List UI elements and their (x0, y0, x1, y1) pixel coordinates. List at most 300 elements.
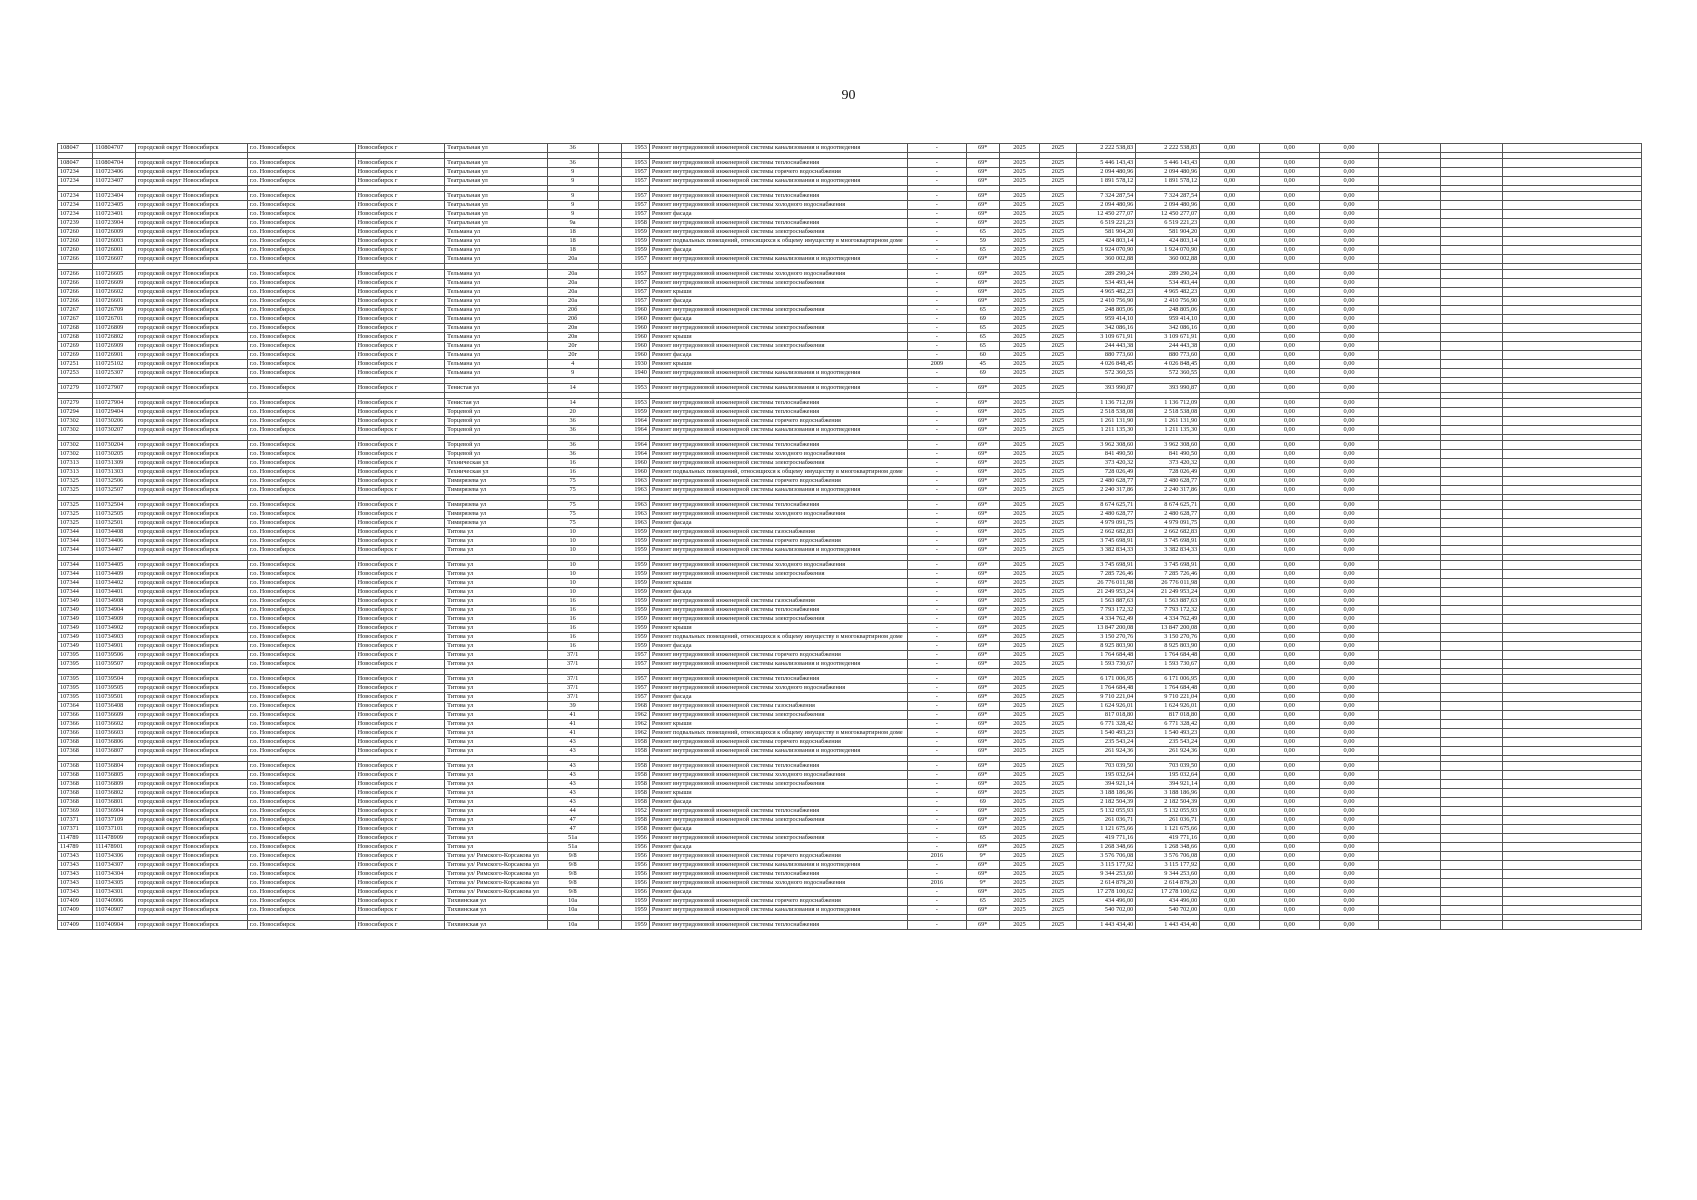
cell-id: 107349 (58, 624, 93, 633)
cell-e2 (1441, 762, 1503, 771)
cell-housing (598, 159, 621, 168)
cell-code: 110732501 (93, 519, 136, 528)
cell-housing (598, 798, 621, 807)
cell-note: - (908, 501, 967, 510)
cell-street: Титова ул (445, 675, 547, 684)
cell-e1 (1379, 297, 1441, 306)
cell-budget: 373 420,32 (1136, 459, 1200, 468)
cell-year_to: 2025 (1040, 144, 1076, 153)
cell-settlement_type: г.о. Новосибирск (247, 897, 355, 906)
cell-note: - (908, 807, 967, 816)
cell-note: - (908, 270, 967, 279)
cell-year: 1963 (622, 519, 650, 528)
cell-area: 69* (966, 399, 999, 408)
cell-total: 2 222 538,83 (1076, 144, 1136, 153)
cell-c3: 0,00 (1319, 228, 1379, 237)
cell-house: 9 (547, 168, 598, 177)
cell-c2: 0,00 (1259, 720, 1319, 729)
cell-c2: 0,00 (1259, 879, 1319, 888)
cell-e3 (1503, 675, 1642, 684)
cell-municipality: городской округ Новосибирск (135, 861, 247, 870)
cell-work: Ремонт фасада (649, 693, 907, 702)
cell-budget: 728 026,49 (1136, 468, 1200, 477)
cell-e1 (1379, 651, 1441, 660)
cell-settlement_type: г.о. Новосибирск (247, 324, 355, 333)
cell-id: 107343 (58, 870, 93, 879)
cell-street: Титова ул (445, 642, 547, 651)
cell-street: Титова ул (445, 546, 547, 555)
cell-budget: 841 490,50 (1136, 450, 1200, 459)
cell-housing (598, 693, 621, 702)
cell-budget: 1 136 712,09 (1136, 399, 1200, 408)
cell-c3: 0,00 (1319, 333, 1379, 342)
cell-e2 (1441, 660, 1503, 669)
cell-municipality: городской округ Новосибирск (135, 144, 247, 153)
cell-house: 16 (547, 468, 598, 477)
cell-id: 107302 (58, 426, 93, 435)
cell-note: - (908, 408, 967, 417)
cell-c2: 0,00 (1259, 159, 1319, 168)
cell-settlement_type: г.о. Новосибирск (247, 570, 355, 579)
cell-c3: 0,00 (1319, 720, 1379, 729)
cell-e3 (1503, 651, 1642, 660)
cell-code: 110739501 (93, 693, 136, 702)
cell-year_from: 2025 (999, 360, 1040, 369)
cell-total: 26 776 011,98 (1076, 579, 1136, 588)
cell-e2 (1441, 738, 1503, 747)
cell-c2: 0,00 (1259, 738, 1319, 747)
cell-code: 110723404 (93, 192, 136, 201)
cell-municipality: городской округ Новосибирск (135, 486, 247, 495)
cell-c2: 0,00 (1259, 306, 1319, 315)
cell-area: 69* (966, 921, 999, 930)
cell-c2: 0,00 (1259, 279, 1319, 288)
cell-e3 (1503, 597, 1642, 606)
cell-year_to: 2025 (1040, 843, 1076, 852)
cell-settlement: Новосибирск г (355, 771, 445, 780)
cell-housing (598, 426, 621, 435)
cell-street: Техническая ул (445, 468, 547, 477)
cell-settlement: Новосибирск г (355, 450, 445, 459)
table-row (58, 729, 1642, 738)
cell-area: 69* (966, 870, 999, 879)
cell-e3 (1503, 579, 1642, 588)
cell-c1: 0,00 (1200, 384, 1260, 393)
cell-e3 (1503, 324, 1642, 333)
cell-total: 1 764 684,48 (1076, 651, 1136, 660)
cell-work: Ремонт внутридомовой инженерной системы горячего водоснабжения (649, 897, 907, 906)
cell-c2: 0,00 (1259, 144, 1319, 153)
cell-year_to: 2025 (1040, 798, 1076, 807)
table-row (58, 426, 1642, 435)
cell-year_to: 2025 (1040, 537, 1076, 546)
cell-c2: 0,00 (1259, 426, 1319, 435)
cell-c3: 0,00 (1319, 588, 1379, 597)
cell-year_from: 2025 (999, 711, 1040, 720)
cell-housing (598, 825, 621, 834)
cell-note: - (908, 519, 967, 528)
cell-note: - (908, 144, 967, 153)
cell-area: 69* (966, 501, 999, 510)
cell-id: 107368 (58, 738, 93, 747)
cell-year: 1959 (622, 570, 650, 579)
cell-c1: 0,00 (1200, 834, 1260, 843)
cell-code: 110731309 (93, 459, 136, 468)
cell-housing (598, 408, 621, 417)
cell-c1: 0,00 (1200, 711, 1260, 720)
cell-total: 2 094 480,96 (1076, 201, 1136, 210)
cell-house: 36 (547, 426, 598, 435)
cell-code: 110734402 (93, 579, 136, 588)
table-row (58, 477, 1642, 486)
cell-year: 1964 (622, 426, 650, 435)
cell-e3 (1503, 270, 1642, 279)
table-row (58, 738, 1642, 747)
cell-housing (598, 228, 621, 237)
cell-housing (598, 342, 621, 351)
cell-id: 107343 (58, 861, 93, 870)
cell-settlement_type: г.о. Новосибирск (247, 861, 355, 870)
cell-c3: 0,00 (1319, 633, 1379, 642)
cell-year_from: 2025 (999, 519, 1040, 528)
cell-budget: 4 026 848,45 (1136, 360, 1200, 369)
cell-budget: 1 268 348,66 (1136, 843, 1200, 852)
cell-e2 (1441, 306, 1503, 315)
cell-settlement: Новосибирск г (355, 897, 445, 906)
cell-code: 110734908 (93, 597, 136, 606)
cell-c2: 0,00 (1259, 459, 1319, 468)
cell-housing (598, 843, 621, 852)
cell-c1: 0,00 (1200, 279, 1260, 288)
cell-e2 (1441, 168, 1503, 177)
cell-settlement: Новосибирск г (355, 369, 445, 378)
cell-note: - (908, 906, 967, 915)
cell-e3 (1503, 441, 1642, 450)
cell-year_to: 2025 (1040, 177, 1076, 186)
cell-street: Титова ул (445, 834, 547, 843)
cell-budget: 419 771,16 (1136, 834, 1200, 843)
cell-municipality: городской округ Новосибирск (135, 537, 247, 546)
cell-c1: 0,00 (1200, 597, 1260, 606)
cell-street: Театральная ул (445, 219, 547, 228)
cell-code: 110726701 (93, 315, 136, 324)
cell-year_from: 2025 (999, 246, 1040, 255)
cell-settlement: Новосибирск г (355, 417, 445, 426)
cell-total: 2 094 480,96 (1076, 168, 1136, 177)
cell-budget: 4 334 762,49 (1136, 615, 1200, 624)
cell-note: - (908, 237, 967, 246)
cell-id: 107266 (58, 270, 93, 279)
cell-c1: 0,00 (1200, 660, 1260, 669)
cell-budget: 3 109 671,91 (1136, 333, 1200, 342)
cell-c2: 0,00 (1259, 360, 1319, 369)
cell-year_to: 2025 (1040, 675, 1076, 684)
cell-c1: 0,00 (1200, 528, 1260, 537)
cell-code: 110739507 (93, 660, 136, 669)
cell-house: 20в (547, 324, 598, 333)
cell-settlement_type: г.о. Новосибирск (247, 477, 355, 486)
cell-settlement: Новосибирск г (355, 237, 445, 246)
cell-settlement_type: г.о. Новосибирск (247, 408, 355, 417)
cell-budget: 1 211 135,30 (1136, 426, 1200, 435)
cell-year_from: 2025 (999, 870, 1040, 879)
cell-budget: 6 171 006,95 (1136, 675, 1200, 684)
cell-year_to: 2025 (1040, 279, 1076, 288)
cell-id: 107234 (58, 201, 93, 210)
cell-note: - (908, 597, 967, 606)
cell-municipality: городской округ Новосибирск (135, 660, 247, 669)
cell-housing (598, 720, 621, 729)
cell-id: 114789 (58, 843, 93, 852)
cell-year_to: 2025 (1040, 642, 1076, 651)
cell-e3 (1503, 570, 1642, 579)
cell-budget: 2 518 538,08 (1136, 408, 1200, 417)
cell-c1: 0,00 (1200, 546, 1260, 555)
cell-e3 (1503, 477, 1642, 486)
cell-c2: 0,00 (1259, 906, 1319, 915)
cell-e3 (1503, 399, 1642, 408)
cell-e3 (1503, 306, 1642, 315)
table-row (58, 219, 1642, 228)
cell-c3: 0,00 (1319, 852, 1379, 861)
cell-street: Титова ул/ Римского-Корсакова ул (445, 852, 547, 861)
cell-municipality: городской округ Новосибирск (135, 270, 247, 279)
cell-municipality: городской округ Новосибирск (135, 825, 247, 834)
cell-c1: 0,00 (1200, 210, 1260, 219)
cell-budget: 4 965 482,23 (1136, 288, 1200, 297)
cell-street: Титова ул (445, 807, 547, 816)
cell-house: 41 (547, 720, 598, 729)
cell-work: Ремонт фасада (649, 246, 907, 255)
cell-house: 9а (547, 219, 598, 228)
cell-housing (598, 519, 621, 528)
cell-work: Ремонт внутридомовой инженерной системы канализования и водоотведения (649, 144, 907, 153)
cell-house: 16 (547, 624, 598, 633)
cell-e2 (1441, 486, 1503, 495)
cell-note: - (908, 342, 967, 351)
cell-settlement_type: г.о. Новосибирск (247, 342, 355, 351)
table-row (58, 789, 1642, 798)
cell-municipality: городской округ Новосибирск (135, 279, 247, 288)
cell-house: 37/1 (547, 693, 598, 702)
cell-budget: 5 132 055,93 (1136, 807, 1200, 816)
cell-year: 1957 (622, 279, 650, 288)
cell-house: 37/1 (547, 651, 598, 660)
cell-area: 69* (966, 771, 999, 780)
cell-settlement_type: г.о. Новосибирск (247, 852, 355, 861)
cell-e3 (1503, 807, 1642, 816)
cell-year_to: 2025 (1040, 825, 1076, 834)
cell-e1 (1379, 834, 1441, 843)
table-row (58, 384, 1642, 393)
cell-settlement_type: г.о. Новосибирск (247, 834, 355, 843)
cell-area: 65 (966, 306, 999, 315)
cell-total: 880 773,60 (1076, 351, 1136, 360)
cell-municipality: городской округ Новосибирск (135, 450, 247, 459)
cell-area: 69* (966, 144, 999, 153)
cell-year: 1957 (622, 675, 650, 684)
cell-municipality: городской округ Новосибирск (135, 906, 247, 915)
cell-settlement: Новосибирск г (355, 342, 445, 351)
cell-e2 (1441, 450, 1503, 459)
cell-e2 (1441, 825, 1503, 834)
cell-id: 107368 (58, 789, 93, 798)
cell-e1 (1379, 597, 1441, 606)
cell-budget: 1 443 434,40 (1136, 921, 1200, 930)
cell-e2 (1441, 921, 1503, 930)
cell-area: 59 (966, 237, 999, 246)
cell-e3 (1503, 426, 1642, 435)
cell-c1: 0,00 (1200, 651, 1260, 660)
cell-street: Титова ул/ Римского-Корсакова ул (445, 879, 547, 888)
cell-municipality: городской округ Новосибирск (135, 237, 247, 246)
cell-c2: 0,00 (1259, 606, 1319, 615)
cell-work: Ремонт внутридомовой инженерной системы электроснабжения (649, 570, 907, 579)
cell-year_to: 2025 (1040, 588, 1076, 597)
cell-settlement_type: г.о. Новосибирск (247, 660, 355, 669)
cell-c2: 0,00 (1259, 528, 1319, 537)
cell-area: 45 (966, 360, 999, 369)
cell-housing (598, 852, 621, 861)
cell-house: 43 (547, 738, 598, 747)
cell-year: 1962 (622, 720, 650, 729)
cell-id: 107349 (58, 642, 93, 651)
cell-total: 21 249 953,24 (1076, 588, 1136, 597)
cell-year_from: 2025 (999, 762, 1040, 771)
cell-code: 110726607 (93, 255, 136, 264)
cell-work: Ремонт внутридомовой инженерной системы холодного водоснабжения (649, 201, 907, 210)
cell-area: 69* (966, 441, 999, 450)
cell-settlement: Новосибирск г (355, 675, 445, 684)
table-row (58, 747, 1642, 756)
cell-street: Тельмана ул (445, 333, 547, 342)
table-row (58, 459, 1642, 468)
cell-street: Тельмана ул (445, 228, 547, 237)
cell-year_from: 2025 (999, 477, 1040, 486)
cell-c1: 0,00 (1200, 450, 1260, 459)
cell-year: 1958 (622, 825, 650, 834)
cell-year: 1960 (622, 342, 650, 351)
cell-year_from: 2025 (999, 279, 1040, 288)
cell-e1 (1379, 861, 1441, 870)
cell-e2 (1441, 816, 1503, 825)
cell-e1 (1379, 660, 1441, 669)
cell-year_from: 2025 (999, 501, 1040, 510)
cell-c1: 0,00 (1200, 177, 1260, 186)
cell-year_from: 2025 (999, 288, 1040, 297)
cell-e2 (1441, 834, 1503, 843)
cell-e1 (1379, 906, 1441, 915)
cell-municipality: городской округ Новосибирск (135, 870, 247, 879)
table-row (58, 399, 1642, 408)
table-row (58, 417, 1642, 426)
cell-work: Ремонт внутридомовой инженерной системы канализования и водоотведения (649, 906, 907, 915)
table-row (58, 570, 1642, 579)
cell-c3: 0,00 (1319, 870, 1379, 879)
cell-housing (598, 861, 621, 870)
cell-street: Титова ул (445, 624, 547, 633)
cell-year_to: 2025 (1040, 288, 1076, 297)
cell-year: 1960 (622, 315, 650, 324)
cell-settlement: Новосибирск г (355, 888, 445, 897)
cell-note: - (908, 315, 967, 324)
cell-total: 959 414,10 (1076, 315, 1136, 324)
cell-c1: 0,00 (1200, 297, 1260, 306)
cell-note: - (908, 333, 967, 342)
cell-settlement: Новосибирск г (355, 279, 445, 288)
cell-e1 (1379, 693, 1441, 702)
cell-code: 110736804 (93, 762, 136, 771)
cell-e1 (1379, 747, 1441, 756)
cell-year_to: 2025 (1040, 633, 1076, 642)
cell-e1 (1379, 579, 1441, 588)
cell-municipality: городской округ Новосибирск (135, 177, 247, 186)
cell-area: 60 (966, 351, 999, 360)
cell-e3 (1503, 237, 1642, 246)
cell-work: Ремонт фасада (649, 210, 907, 219)
cell-total: 342 086,16 (1076, 324, 1136, 333)
cell-budget: 248 805,06 (1136, 306, 1200, 315)
cell-code: 110726709 (93, 306, 136, 315)
cell-code: 110731303 (93, 468, 136, 477)
cell-e3 (1503, 486, 1642, 495)
cell-e1 (1379, 510, 1441, 519)
cell-c1: 0,00 (1200, 324, 1260, 333)
cell-e1 (1379, 192, 1441, 201)
cell-municipality: городской округ Новосибирск (135, 417, 247, 426)
cell-work: Ремонт внутридомовой инженерной системы электроснабжения (649, 780, 907, 789)
cell-c2: 0,00 (1259, 384, 1319, 393)
cell-e1 (1379, 642, 1441, 651)
cell-budget: 434 496,00 (1136, 897, 1200, 906)
cell-settlement_type: г.о. Новосибирск (247, 510, 355, 519)
cell-work: Ремонт внутридомовой инженерной системы теплоснабжения (649, 807, 907, 816)
cell-e1 (1379, 459, 1441, 468)
cell-note: - (908, 747, 967, 756)
cell-municipality: городской округ Новосибирск (135, 306, 247, 315)
cell-settlement: Новосибирск г (355, 333, 445, 342)
cell-house: 43 (547, 798, 598, 807)
cell-housing (598, 546, 621, 555)
cell-year: 1959 (622, 606, 650, 615)
cell-e1 (1379, 879, 1441, 888)
cell-budget: 7 324 287,54 (1136, 192, 1200, 201)
table-row (58, 237, 1642, 246)
cell-year: 1953 (622, 144, 650, 153)
cell-e3 (1503, 561, 1642, 570)
cell-year_to: 2025 (1040, 762, 1076, 771)
cell-year_to: 2025 (1040, 816, 1076, 825)
cell-e2 (1441, 546, 1503, 555)
cell-settlement: Новосибирск г (355, 486, 445, 495)
cell-year_to: 2025 (1040, 738, 1076, 747)
cell-year_from: 2025 (999, 468, 1040, 477)
cell-total: 1 924 070,90 (1076, 246, 1136, 255)
cell-total: 373 420,32 (1076, 459, 1136, 468)
cell-code: 110740906 (93, 897, 136, 906)
cell-settlement_type: г.о. Новосибирск (247, 561, 355, 570)
cell-work: Ремонт внутридомовой инженерной системы канализования и водоотведения (649, 177, 907, 186)
cell-e1 (1379, 210, 1441, 219)
cell-year_from: 2025 (999, 486, 1040, 495)
cell-street: Тельмана ул (445, 270, 547, 279)
cell-year_to: 2025 (1040, 606, 1076, 615)
cell-municipality: городской округ Новосибирск (135, 333, 247, 342)
cell-total: 6 771 328,42 (1076, 720, 1136, 729)
cell-area: 69* (966, 570, 999, 579)
cell-area: 69* (966, 279, 999, 288)
cell-c3: 0,00 (1319, 255, 1379, 264)
